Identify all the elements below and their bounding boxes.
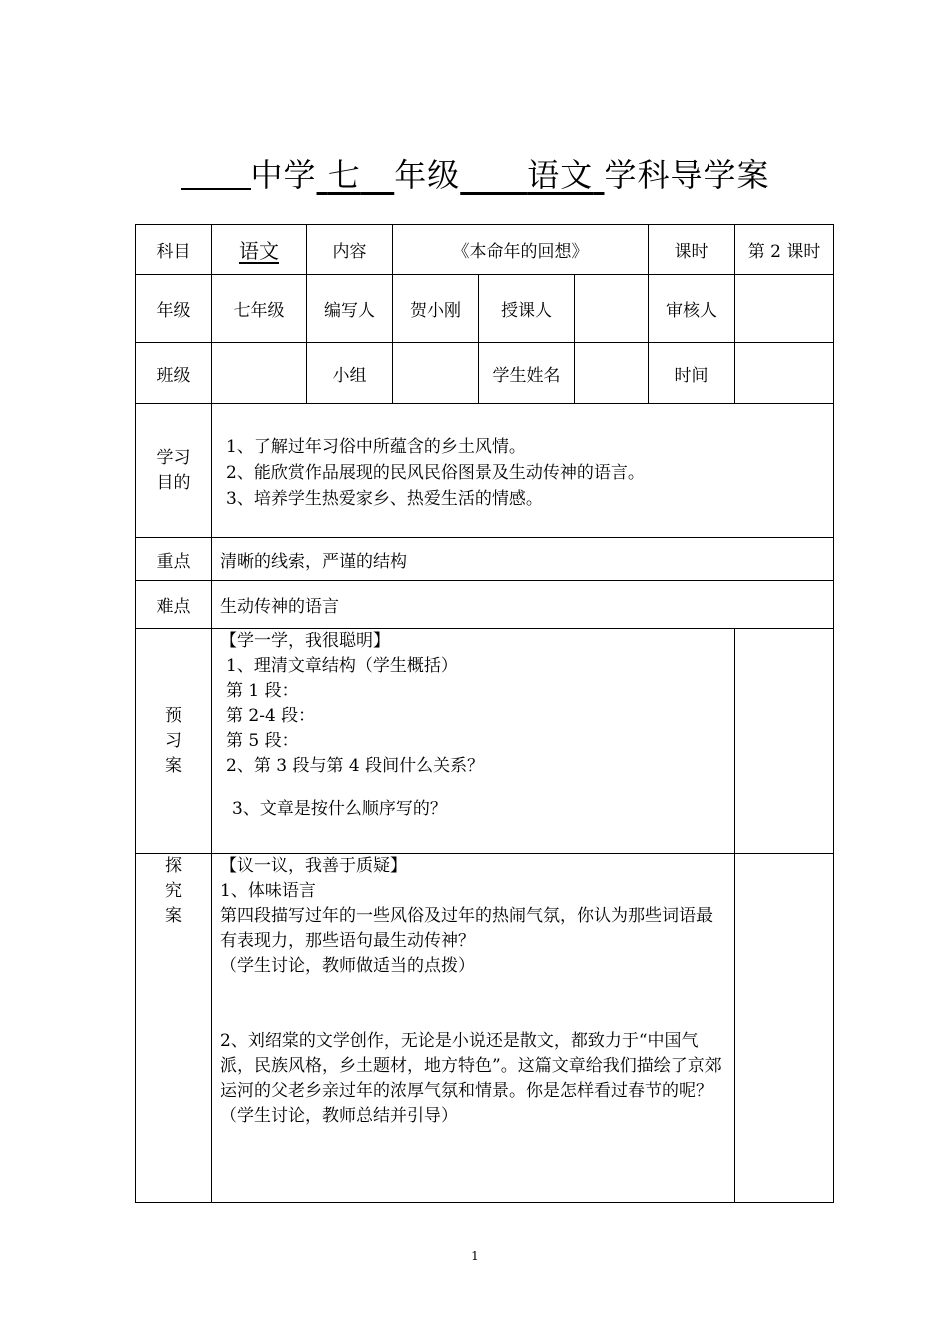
period-label: 课时 [649, 225, 735, 275]
preview-heading: 【学一学，我很聪明】 [220, 631, 390, 651]
school-blank [181, 158, 251, 190]
period-value: 第 2 课时 [735, 225, 834, 275]
explore-q2-note: （学生讨论，教师总结并引导） [220, 1106, 458, 1126]
preview-notes[interactable] [735, 629, 834, 854]
class-label: 班级 [136, 343, 212, 404]
explore-row [136, 854, 834, 1203]
time-value[interactable] [735, 343, 834, 404]
teacher-value[interactable] [575, 275, 649, 343]
key-point-row [136, 538, 834, 581]
content-value: 《本命年的回想》 [393, 225, 649, 275]
info-row-2 [136, 275, 834, 343]
subject-value: 语文 [527, 156, 594, 194]
preview-q2: 2、第 3 段与第 4 段间什么关系？ [226, 756, 485, 776]
grade-value-cell: 七年级 [212, 275, 307, 343]
difficulty-label: 难点 [136, 581, 212, 629]
goal-item: 2、能欣赏作品展现的民风民俗图景及生动传神的语言。 [226, 463, 645, 483]
reviewer-label: 审核人 [649, 275, 735, 343]
key-point-value: 清晰的线索，严谨的结构 [212, 538, 834, 581]
preview-q1: 1、理清文章结构（学生概括） [226, 656, 458, 676]
goal-item: 3、培养学生热爱家乡、热爱生活的情感。 [226, 489, 543, 509]
explore-q1-note: （学生讨论，教师做适当的点拨） [220, 956, 475, 976]
preview-content [212, 629, 735, 854]
grade-value: 七 [327, 156, 361, 194]
author-value: 贺小刚 [393, 275, 479, 343]
time-label: 时间 [649, 343, 735, 404]
explore-q1-title: 1、体味语言 [220, 881, 316, 901]
reviewer-value[interactable] [735, 275, 834, 343]
info-row-1 [136, 225, 834, 275]
preview-p2: 第 2-4 段： [226, 706, 316, 726]
explore-notes[interactable] [735, 854, 834, 1203]
goals-label: 学习目的 [136, 404, 212, 538]
lesson-plan-table [135, 224, 834, 1203]
info-row-3 [136, 343, 834, 404]
explore-content [212, 854, 735, 1203]
group-label: 小组 [307, 343, 393, 404]
group-value[interactable] [393, 343, 479, 404]
subject-label: 科目 [136, 225, 212, 275]
author-label: 编写人 [307, 275, 393, 343]
school-suffix: 中学 [250, 156, 317, 194]
difficulty-value: 生动传神的语言 [212, 581, 834, 629]
goals-content [212, 404, 834, 538]
teacher-label: 授课人 [479, 275, 575, 343]
student-label: 学生姓名 [479, 343, 575, 404]
grade-label: 年级 [136, 275, 212, 343]
preview-p1: 第 1 段： [226, 681, 299, 701]
preview-p3: 第 5 段： [226, 731, 299, 751]
class-value[interactable] [212, 343, 307, 404]
goal-item: 1、了解过年习俗中所蕴含的乡土风情。 [226, 437, 526, 457]
explore-label: 探 究 案 [136, 854, 212, 1203]
preview-row [136, 629, 834, 854]
page-title [0, 150, 950, 196]
grade-suffix: 年级 [394, 156, 461, 194]
content-label: 内容 [307, 225, 393, 275]
explore-heading: 【议一议，我善于质疑】 [220, 856, 407, 876]
difficulty-row [136, 581, 834, 629]
subject-value-cell: 语文 [239, 239, 279, 263]
subject-cell [212, 225, 307, 275]
key-point-label: 重点 [136, 538, 212, 581]
page-number: 1 [471, 1249, 479, 1263]
explore-q2-text: 2、刘绍棠的文学创作，无论是小说还是散文，都致力于“中国气派，民族风格，乡土题材，地方特色”。这篇文章给我们描绘了京郊运河的父老乡亲过年的浓厚气氛和情景。你是怎样看过春节的呢？ [220, 1031, 722, 1101]
preview-label: 预 习 案 [136, 629, 212, 854]
preview-q3: 3、文章是按什么顺序写的？ [232, 799, 447, 819]
title-suffix: 学科导学案 [604, 156, 770, 194]
goals-row [136, 404, 834, 538]
explore-q1-text: 第四段描写过年的一些风俗及过年的热闹气氛，你认为那些词语最有表现力，那些语句最生动传神？ [220, 906, 713, 951]
student-value[interactable] [575, 343, 649, 404]
